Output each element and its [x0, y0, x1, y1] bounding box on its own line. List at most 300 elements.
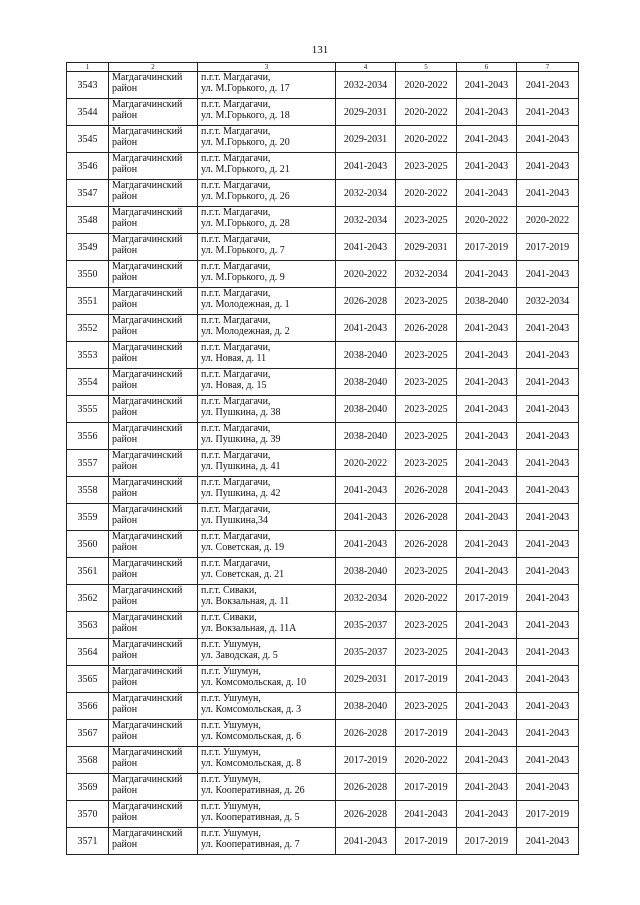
address-line: п.г.т. Магдагачи,: [201, 288, 271, 299]
address-cell: [198, 72, 336, 99]
column-header: 2: [109, 63, 198, 72]
period-cell: 2020-2022: [396, 585, 457, 612]
address-line: п.г.т. Ушумун,: [201, 693, 261, 704]
period-cell: 2041-2043: [517, 180, 579, 207]
address-line: ул. Заводская, д. 5: [201, 650, 278, 661]
table-row: [67, 477, 579, 504]
column-number-row: [67, 63, 579, 72]
address-cell: [198, 369, 336, 396]
address-line: п.г.т. Магдагачи,: [201, 558, 271, 569]
address-line: ул. Кооперативная, д. 7: [201, 839, 300, 850]
address-line: ул. Кооперативная, д. 5: [201, 812, 300, 823]
address-line: п.г.т. Магдагачи,: [201, 477, 271, 488]
address-cell: [198, 747, 336, 774]
page-number: 131: [311, 44, 329, 56]
district-line: Магдагачинский: [112, 207, 183, 218]
column-header: 3: [198, 63, 336, 72]
district-line: район: [112, 137, 138, 148]
district-cell: [109, 180, 198, 207]
period-cell: 2023-2025: [396, 693, 457, 720]
period-cell: 2041-2043: [517, 153, 579, 180]
address-line: ул. Советская, д. 19: [201, 542, 285, 553]
address-line: ул. Вокзальная, д. 11А: [201, 623, 297, 634]
row-number-cell: 3543: [67, 72, 109, 99]
row-number-cell: 3557: [67, 450, 109, 477]
period-cell: 2020-2022: [336, 450, 396, 477]
period-cell: 2041-2043: [517, 666, 579, 693]
period-cell: 2038-2040: [457, 288, 517, 315]
district-cell: [109, 450, 198, 477]
period-cell: 2041-2043: [457, 504, 517, 531]
address-cell: [198, 774, 336, 801]
table-row: [67, 315, 579, 342]
district-line: Магдагачинский: [112, 423, 183, 434]
period-cell: 2017-2019: [396, 774, 457, 801]
district-line: Магдагачинский: [112, 450, 183, 461]
period-cell: 2041-2043: [457, 558, 517, 585]
period-cell: 2020-2022: [396, 99, 457, 126]
district-line: Магдагачинский: [112, 774, 183, 785]
address-cell: [198, 153, 336, 180]
period-cell: 2041-2043: [457, 396, 517, 423]
period-cell: 2041-2043: [457, 450, 517, 477]
period-cell: 2029-2031: [396, 234, 457, 261]
period-cell: 2041-2043: [457, 99, 517, 126]
column-header: 1: [67, 63, 109, 72]
address-cell: [198, 450, 336, 477]
period-cell: 2041-2043: [517, 99, 579, 126]
address-cell: [198, 639, 336, 666]
registry-table-body: [67, 72, 579, 855]
table-row: [67, 801, 579, 828]
district-cell: [109, 234, 198, 261]
address-cell: [198, 180, 336, 207]
district-line: район: [112, 677, 138, 688]
district-cell: [109, 423, 198, 450]
district-line: Магдагачинский: [112, 72, 183, 83]
address-line: п.г.т. Ушумун,: [201, 720, 261, 731]
district-line: Магдагачинский: [112, 396, 183, 407]
district-line: район: [112, 164, 138, 175]
period-cell: 2041-2043: [517, 558, 579, 585]
table-row: [67, 828, 579, 855]
period-cell: 2041-2043: [336, 315, 396, 342]
address-line: ул. М.Горького, д. 18: [201, 110, 290, 121]
district-line: район: [112, 731, 138, 742]
district-line: Магдагачинский: [112, 558, 183, 569]
district-cell: [109, 585, 198, 612]
district-cell: [109, 261, 198, 288]
period-cell: 2038-2040: [336, 558, 396, 585]
row-number-cell: 3554: [67, 369, 109, 396]
district-line: район: [112, 218, 138, 229]
period-cell: 2041-2043: [457, 126, 517, 153]
address-line: ул. Кооперативная, д. 26: [201, 785, 305, 796]
period-cell: 2023-2025: [396, 288, 457, 315]
address-cell: [198, 423, 336, 450]
district-cell: [109, 99, 198, 126]
address-line: ул. Пушкина, д. 39: [201, 434, 281, 445]
column-header: 4: [336, 63, 396, 72]
address-cell: [198, 531, 336, 558]
address-line: ул. Пушкина, д. 38: [201, 407, 281, 418]
district-line: район: [112, 785, 138, 796]
address-line: ул. Молодежная, д. 2: [201, 326, 290, 337]
period-cell: 2041-2043: [517, 585, 579, 612]
period-cell: 2026-2028: [336, 720, 396, 747]
period-cell: 2032-2034: [336, 585, 396, 612]
address-line: ул. М.Горького, д. 26: [201, 191, 290, 202]
period-cell: 2038-2040: [336, 396, 396, 423]
period-cell: 2041-2043: [517, 612, 579, 639]
district-line: Магдагачинский: [112, 369, 183, 380]
period-cell: 2026-2028: [396, 477, 457, 504]
period-cell: 2041-2043: [457, 531, 517, 558]
row-number-cell: 3551: [67, 288, 109, 315]
address-line: ул. Пушкина, д. 42: [201, 488, 281, 499]
district-line: Магдагачинский: [112, 747, 183, 758]
address-cell: [198, 828, 336, 855]
district-cell: [109, 153, 198, 180]
district-cell: [109, 477, 198, 504]
table-row: [67, 639, 579, 666]
row-number-cell: 3565: [67, 666, 109, 693]
district-line: Магдагачинский: [112, 342, 183, 353]
period-cell: 2020-2022: [457, 207, 517, 234]
table-row: [67, 504, 579, 531]
period-cell: 2026-2028: [396, 315, 457, 342]
period-cell: 2017-2019: [396, 666, 457, 693]
period-cell: 2020-2022: [396, 126, 457, 153]
district-line: Магдагачинский: [112, 720, 183, 731]
period-cell: 2029-2031: [336, 126, 396, 153]
district-cell: [109, 342, 198, 369]
address-line: п.г.т. Магдагачи,: [201, 315, 271, 326]
address-cell: [198, 612, 336, 639]
address-line: ул. М.Горького, д. 17: [201, 83, 290, 94]
period-cell: 2041-2043: [517, 693, 579, 720]
period-cell: 2041-2043: [517, 450, 579, 477]
address-cell: [198, 207, 336, 234]
period-cell: 2026-2028: [396, 531, 457, 558]
district-line: Магдагачинский: [112, 477, 183, 488]
table-row: [67, 531, 579, 558]
period-cell: 2041-2043: [457, 612, 517, 639]
table-row: [67, 774, 579, 801]
period-cell: 2032-2034: [336, 180, 396, 207]
period-cell: 2017-2019: [396, 720, 457, 747]
address-line: п.г.т. Магдагачи,: [201, 396, 271, 407]
table-row: [67, 261, 579, 288]
address-line: п.г.т. Магдагачи,: [201, 234, 271, 245]
period-cell: 2041-2043: [457, 801, 517, 828]
district-cell: [109, 639, 198, 666]
period-cell: 2041-2043: [517, 720, 579, 747]
period-cell: 2020-2022: [517, 207, 579, 234]
table-row: [67, 585, 579, 612]
address-line: ул. Комсомольская, д. 6: [201, 731, 302, 742]
period-cell: 2023-2025: [396, 423, 457, 450]
address-cell: [198, 288, 336, 315]
period-cell: 2026-2028: [336, 288, 396, 315]
district-cell: [109, 288, 198, 315]
district-cell: [109, 126, 198, 153]
address-cell: [198, 396, 336, 423]
address-cell: [198, 720, 336, 747]
period-cell: 2029-2031: [336, 666, 396, 693]
district-cell: [109, 801, 198, 828]
address-line: ул. Новая, д. 15: [201, 380, 267, 391]
address-cell: [198, 315, 336, 342]
row-number-cell: 3567: [67, 720, 109, 747]
registry-table: [66, 62, 579, 855]
address-cell: [198, 693, 336, 720]
district-cell: [109, 666, 198, 693]
address-line: п.г.т. Магдагачи,: [201, 369, 271, 380]
district-line: Магдагачинский: [112, 126, 183, 137]
address-line: ул. Комсомольская, д. 10: [201, 677, 307, 688]
address-line: п.г.т. Магдагачи,: [201, 153, 271, 164]
table-row: [67, 612, 579, 639]
district-line: Магдагачинский: [112, 234, 183, 245]
table-row: [67, 126, 579, 153]
address-line: ул. Молодежная, д. 1: [201, 299, 290, 310]
district-line: Магдагачинский: [112, 585, 183, 596]
period-cell: 2035-2037: [336, 612, 396, 639]
district-line: район: [112, 245, 138, 256]
row-number-cell: 3545: [67, 126, 109, 153]
period-cell: 2017-2019: [457, 828, 517, 855]
district-line: район: [112, 272, 138, 283]
district-line: Магдагачинский: [112, 315, 183, 326]
period-cell: 2041-2043: [457, 477, 517, 504]
address-line: п.г.т. Магдагачи,: [201, 180, 271, 191]
address-line: ул. Комсомольская, д. 8: [201, 758, 302, 769]
address-line: ул. Советская, д. 21: [201, 569, 285, 580]
period-cell: 2023-2025: [396, 207, 457, 234]
period-cell: 2041-2043: [517, 261, 579, 288]
district-cell: [109, 72, 198, 99]
period-cell: 2026-2028: [336, 774, 396, 801]
row-number-cell: 3569: [67, 774, 109, 801]
row-number-cell: 3564: [67, 639, 109, 666]
address-cell: [198, 126, 336, 153]
district-line: район: [112, 434, 138, 445]
district-line: Магдагачинский: [112, 639, 183, 650]
period-cell: 2017-2019: [396, 828, 457, 855]
period-cell: 2041-2043: [517, 747, 579, 774]
table-row: [67, 180, 579, 207]
period-cell: 2020-2022: [396, 180, 457, 207]
table-row: [67, 369, 579, 396]
period-cell: 2038-2040: [336, 423, 396, 450]
address-line: ул. Вокзальная, д. 11: [201, 596, 290, 607]
row-number-cell: 3566: [67, 693, 109, 720]
row-number-cell: 3553: [67, 342, 109, 369]
period-cell: 2023-2025: [396, 369, 457, 396]
period-cell: 2023-2025: [396, 342, 457, 369]
district-line: район: [112, 461, 138, 472]
period-cell: 2041-2043: [517, 342, 579, 369]
table-row: [67, 423, 579, 450]
table-row: [67, 99, 579, 126]
address-line: п.г.т. Ушумун,: [201, 774, 261, 785]
period-cell: 2041-2043: [457, 369, 517, 396]
address-line: п.г.т. Магдагачи,: [201, 99, 271, 110]
district-line: район: [112, 299, 138, 310]
district-line: район: [112, 542, 138, 553]
period-cell: 2023-2025: [396, 612, 457, 639]
table-row: [67, 720, 579, 747]
row-number-cell: 3562: [67, 585, 109, 612]
address-cell: [198, 477, 336, 504]
district-line: район: [112, 407, 138, 418]
address-cell: [198, 801, 336, 828]
district-cell: [109, 828, 198, 855]
district-line: район: [112, 650, 138, 661]
district-cell: [109, 369, 198, 396]
period-cell: 2041-2043: [517, 369, 579, 396]
period-cell: 2041-2043: [457, 693, 517, 720]
district-line: Магдагачинский: [112, 612, 183, 623]
address-line: ул. Новая, д. 11: [201, 353, 267, 364]
table-row: [67, 558, 579, 585]
district-cell: [109, 747, 198, 774]
period-cell: 2020-2022: [396, 72, 457, 99]
row-number-cell: 3548: [67, 207, 109, 234]
period-cell: 2020-2022: [336, 261, 396, 288]
period-cell: 2041-2043: [517, 639, 579, 666]
row-number-cell: 3555: [67, 396, 109, 423]
period-cell: 2038-2040: [336, 693, 396, 720]
period-cell: 2041-2043: [457, 342, 517, 369]
address-line: п.г.т. Магдагачи,: [201, 342, 271, 353]
row-number-cell: 3549: [67, 234, 109, 261]
period-cell: 2041-2043: [457, 315, 517, 342]
period-cell: 2041-2043: [517, 126, 579, 153]
district-line: район: [112, 326, 138, 337]
address-line: ул. Комсомольская, д. 3: [201, 704, 302, 715]
period-cell: 2041-2043: [517, 423, 579, 450]
period-cell: 2023-2025: [396, 558, 457, 585]
period-cell: 2029-2031: [336, 99, 396, 126]
district-line: район: [112, 596, 138, 607]
period-cell: 2041-2043: [457, 747, 517, 774]
district-line: Магдагачинский: [112, 288, 183, 299]
period-cell: 2023-2025: [396, 153, 457, 180]
row-number-cell: 3547: [67, 180, 109, 207]
district-line: Магдагачинский: [112, 153, 183, 164]
period-cell: 2041-2043: [517, 504, 579, 531]
row-number-cell: 3570: [67, 801, 109, 828]
address-line: п.г.т. Магдагачи,: [201, 72, 271, 83]
row-number-cell: 3552: [67, 315, 109, 342]
address-line: п.г.т. Магдагачи,: [201, 261, 271, 272]
period-cell: 2041-2043: [457, 423, 517, 450]
period-cell: 2023-2025: [396, 450, 457, 477]
period-cell: 2032-2034: [396, 261, 457, 288]
district-line: район: [112, 758, 138, 769]
address-cell: [198, 585, 336, 612]
district-cell: [109, 558, 198, 585]
table-row: [67, 207, 579, 234]
period-cell: 2041-2043: [336, 234, 396, 261]
period-cell: 2032-2034: [517, 288, 579, 315]
district-line: Магдагачинский: [112, 99, 183, 110]
district-line: Магдагачинский: [112, 828, 183, 839]
period-cell: 2041-2043: [457, 666, 517, 693]
district-line: район: [112, 380, 138, 391]
period-cell: 2017-2019: [457, 585, 517, 612]
address-line: ул. М.Горького, д. 7: [201, 245, 285, 256]
period-cell: 2038-2040: [336, 369, 396, 396]
period-cell: 2041-2043: [517, 72, 579, 99]
table-row: [67, 72, 579, 99]
district-line: Магдагачинский: [112, 504, 183, 515]
row-number-cell: 3558: [67, 477, 109, 504]
period-cell: 2041-2043: [457, 180, 517, 207]
address-line: п.г.т. Магдагачи,: [201, 126, 271, 137]
district-line: район: [112, 569, 138, 580]
address-line: п.г.т. Магдагачи,: [201, 504, 271, 515]
district-cell: [109, 693, 198, 720]
column-header: 7: [517, 63, 579, 72]
row-number-cell: 3563: [67, 612, 109, 639]
address-line: ул. М.Горького, д. 28: [201, 218, 290, 229]
address-line: ул. М.Горького, д. 20: [201, 137, 290, 148]
table-row: [67, 234, 579, 261]
row-number-cell: 3556: [67, 423, 109, 450]
address-line: п.г.т. Магдагачи,: [201, 207, 271, 218]
period-cell: 2041-2043: [517, 774, 579, 801]
period-cell: 2041-2043: [457, 153, 517, 180]
address-line: п.г.т. Ушумун,: [201, 666, 261, 677]
district-line: район: [112, 704, 138, 715]
period-cell: 2032-2034: [336, 72, 396, 99]
period-cell: 2038-2040: [336, 342, 396, 369]
table-row: [67, 396, 579, 423]
period-cell: 2017-2019: [457, 234, 517, 261]
address-cell: [198, 234, 336, 261]
district-line: район: [112, 191, 138, 202]
row-number-cell: 3560: [67, 531, 109, 558]
district-line: район: [112, 83, 138, 94]
district-cell: [109, 531, 198, 558]
table-row: [67, 342, 579, 369]
period-cell: 2041-2043: [457, 639, 517, 666]
period-cell: 2017-2019: [517, 801, 579, 828]
district-line: район: [112, 353, 138, 364]
table-row: [67, 450, 579, 477]
address-line: п.г.т. Сиваки,: [201, 612, 257, 623]
row-number-cell: 3544: [67, 99, 109, 126]
district-line: район: [112, 839, 138, 850]
district-cell: [109, 207, 198, 234]
table-row: [67, 666, 579, 693]
address-line: ул. М.Горького, д. 9: [201, 272, 285, 283]
district-cell: [109, 612, 198, 639]
table-row: [67, 153, 579, 180]
period-cell: 2041-2043: [517, 315, 579, 342]
address-cell: [198, 261, 336, 288]
period-cell: 2041-2043: [336, 477, 396, 504]
row-number-cell: 3568: [67, 747, 109, 774]
period-cell: 2017-2019: [517, 234, 579, 261]
period-cell: 2041-2043: [517, 396, 579, 423]
address-line: п.г.т. Ушумун,: [201, 747, 261, 758]
period-cell: 2032-2034: [336, 207, 396, 234]
address-line: ул. М.Горького, д. 21: [201, 164, 290, 175]
